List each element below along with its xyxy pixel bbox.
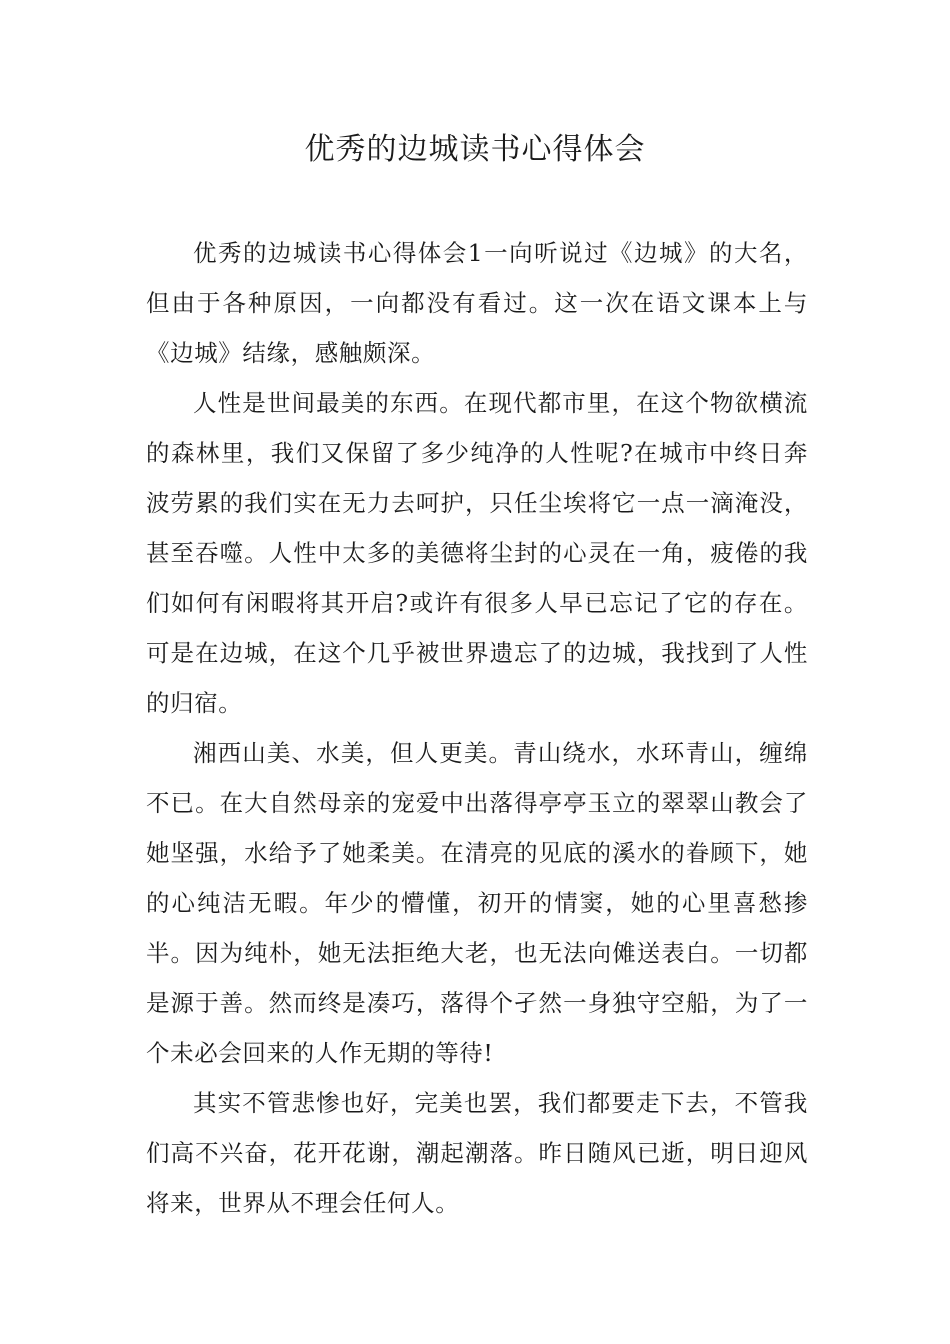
paragraph-3: 湘西山美、水美，但人更美。青山绕水，水环青山，缠绵不已。在大自然母亲的宠爱中出落得亭亭玉立的翠翠山教会了她坚强，水给予了她柔美。在清亮的见底的溪水的眷顾下，她的心纯洁无暇。年少的懵懂，初开的情窦，她的心里喜愁掺半。因为纯朴，她无法拒绝大老，也无法向傩送表白。一切都是源于善。然而终是凑巧，落得个孑然一身独守空船，为了一个未必会回来的人作无期的等待! [146,739,808,1067]
document-title: 优秀的边城读书心得体会 [304,132,646,167]
paragraph-2: 人性是世间最美的东西。在现代都市里，在这个物欲横流的森林里，我们又保留了多少纯净的人性呢?在城市中终日奔波劳累的我们实在无力去呵护，只任尘埃将它一点一滴淹没，甚至吞噬。人性中太多的美德将尘封的心灵在一角，疲倦的我们如何有闲暇将其开启?或许有很多人早已忘记了它的存在。可是在边城，在这个几乎被世界遗忘了的边城，我找到了人性的归宿。 [146,389,808,717]
paragraph-1: 优秀的边城读书心得体会1一向听说过《边城》的大名，但由于各种原因，一向都没有看过。这一次在语文课本上与《边城》结缘，感触颇深。 [146,239,808,367]
paragraph-4: 其实不管悲惨也好，完美也罢，我们都要走下去，不管我们高不兴奋，花开花谢，潮起潮落。昨日随风已逝，明日迎风将来，世界从不理会任何人。 [146,1089,808,1217]
document-body [146,228,808,1228]
